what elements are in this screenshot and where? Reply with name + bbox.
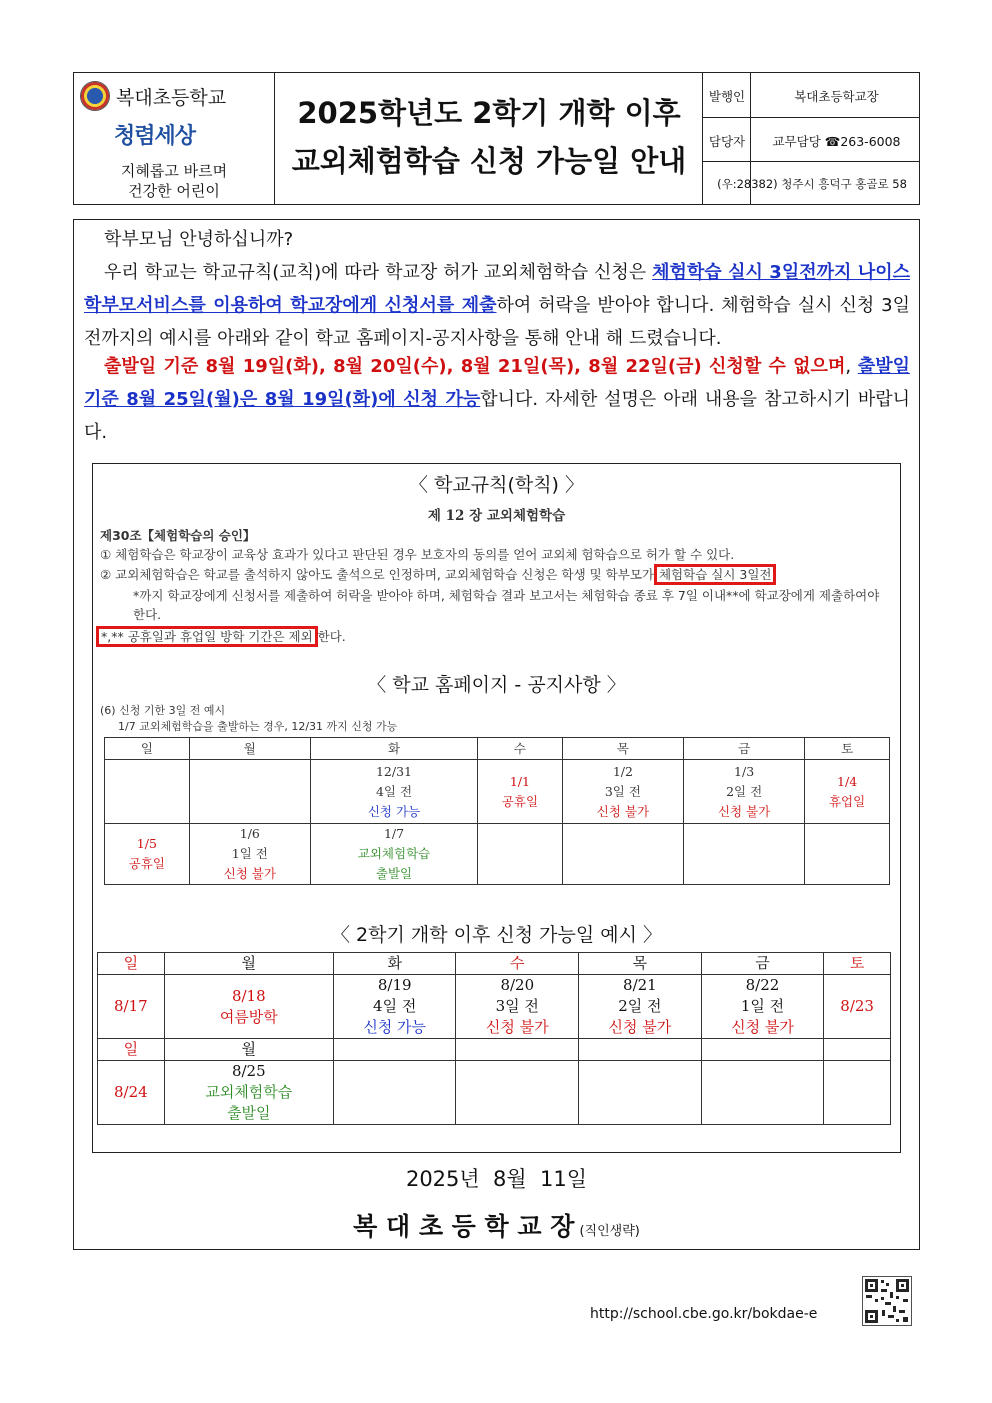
calendar-cell	[189, 824, 310, 885]
cell-8-22	[701, 975, 824, 1039]
cell-text: 1/7	[383, 826, 405, 841]
homepage-heading: 〈 학교 홈페이지 - 공지사항 〉	[367, 674, 626, 696]
calendar-cell	[562, 760, 683, 824]
empty-cell	[456, 1039, 579, 1061]
homepage-example-1: (6) 신청 기한 3일 전 예시	[100, 704, 226, 717]
rules-item-2-a: ② 교외체험학습은 학교를 출석하지 않아도 출석으로 인정하며, 교외체험학습 신청은 학생 및 학부모가	[100, 567, 654, 582]
calendar-cell	[310, 760, 477, 824]
cell-date: 8/19	[377, 976, 412, 994]
empty-cell	[824, 1039, 891, 1061]
contact-label: 담당자	[708, 134, 746, 149]
calendar-row	[105, 760, 890, 824]
contact-value: 교무담당 ☎263-6008	[772, 134, 901, 149]
cell-days: 4일 전	[373, 997, 417, 1015]
cell-8-18-date: 8/18	[231, 986, 266, 1005]
cell-text: 공휴일	[128, 856, 165, 871]
empty-cell	[333, 1039, 456, 1061]
cell-status-unavailable: 신청 불가	[608, 1018, 672, 1036]
calendar-cell	[805, 824, 890, 885]
empty-cell	[456, 1061, 579, 1125]
cell-text: 1/3	[734, 763, 755, 779]
cell-8-19	[333, 975, 456, 1039]
cell-text: 1/4	[837, 773, 858, 789]
header-box	[73, 72, 920, 205]
title-line-1: 2025학년도 2학기 개학 이후	[297, 96, 681, 130]
day-sun: 일	[98, 1039, 165, 1061]
rules-item-2	[100, 565, 890, 584]
calendar-cell	[684, 824, 805, 885]
day-header: 화	[310, 738, 477, 760]
day-header: 토	[805, 738, 890, 760]
day-header: 수	[456, 953, 579, 975]
seal-note: (직인생략)	[579, 1224, 640, 1239]
example-week-2	[98, 1061, 891, 1125]
day-header: 일	[98, 953, 165, 975]
cell-text: 2일 전	[726, 783, 763, 799]
empty-cell	[333, 1061, 456, 1125]
cell-text: 신청 불가	[596, 803, 650, 819]
rules-chapter: 제 12 장 교외체험학습	[427, 508, 566, 524]
greeting-text: 학부모님 안녕하십니까?	[104, 229, 294, 250]
cell-trip: 교외체험학습	[205, 1083, 293, 1101]
issuer-value: 복대초등학교장	[794, 89, 879, 104]
address: (우:28382) 청주시 흥덕구 홍골로 58	[717, 177, 907, 191]
p2-text-d: 합니다. 자세한 설명은 아래 내용을 참고하시기 바랍니다.	[84, 389, 910, 443]
qr-code-icon[interactable]	[862, 1276, 912, 1326]
example-week-1	[98, 975, 891, 1039]
cell-8-20	[456, 975, 579, 1039]
calendar-cell	[684, 760, 805, 824]
cell-date: 8/22	[745, 976, 780, 994]
empty-cell	[824, 1061, 891, 1125]
calendar-cell	[105, 760, 190, 824]
cell-departure: 출발일	[227, 1104, 271, 1122]
rules-item-1: ① 체험학습은 학교장이 교육상 효과가 있다고 판단된 경우 보호자의 동의를 얻어 교외체 험학습으로 허가 할 수 있다.	[100, 547, 735, 562]
calendar-cell	[478, 824, 563, 885]
school-url[interactable]: http://school.cbe.go.kr/bokdae-e	[590, 1306, 818, 1322]
cell-text: 신청 불가	[223, 866, 276, 881]
cell-status-unavailable: 신청 불가	[485, 1018, 549, 1036]
issuer-label: 발행인	[708, 89, 746, 104]
p1-highlight: 체험학습 실시 3일전까지 나이스학부모서비스를 이용하여 학교장에게 신청서를 제출	[84, 262, 910, 316]
cell-date: 8/25	[231, 1062, 266, 1080]
cell-status-available: 신청 가능	[363, 1018, 427, 1036]
cell-text: 교외체험학습	[357, 846, 431, 861]
integrity-logo-text: 청렴세상	[114, 123, 196, 149]
cell-text: 휴업일	[828, 793, 866, 809]
day-header: 월	[189, 738, 310, 760]
day-header: 토	[824, 953, 891, 975]
day-header: 화	[333, 953, 456, 975]
calendar-cell	[805, 760, 890, 824]
highlight-3day-box: 체험학습 실시 3일전	[654, 564, 777, 585]
motto-line-2: 건강한 어린이	[128, 182, 220, 200]
cell-text: 출발일	[375, 866, 413, 881]
signature	[73, 1207, 920, 1243]
day-header: 수	[478, 738, 563, 760]
cell-text: 신청 가능	[367, 803, 421, 819]
day-header: 금	[701, 953, 824, 975]
day-header: 일	[105, 738, 190, 760]
calendar-cell	[562, 824, 683, 885]
day-header: 금	[684, 738, 805, 760]
paragraph-2	[84, 350, 910, 449]
rules-note-end: 한다.	[317, 629, 346, 644]
day-header: 목	[579, 953, 702, 975]
homepage-example-2: 1/7 교외체험학습을 출발하는 경우, 12/31 까지 신청 가능	[118, 720, 398, 733]
school-motto	[74, 161, 274, 201]
calendar-cell	[105, 824, 190, 885]
motto-line-1: 지혜롭고 바르며	[120, 162, 228, 180]
p1-text-c: 하여 허락을 받아야 합니다. 체험학습 실시 신청 3일전까지의 예시를 아래와 같이 학교 홈페이지-공지사항을 통해 안내 해 드렸습니다.	[84, 295, 910, 349]
day-header: 목	[562, 738, 683, 760]
document-title	[274, 73, 704, 185]
cell-text: 3일 전	[604, 783, 641, 799]
cell-text: 1일 전	[231, 846, 268, 861]
greeting	[84, 223, 910, 256]
cell-8-21	[579, 975, 702, 1039]
cell-days: 2일 전	[618, 997, 662, 1015]
example-calendar	[97, 952, 891, 1125]
cell-status-unavailable: 신청 불가	[731, 1018, 794, 1036]
cell-8-23: 8/23	[824, 975, 891, 1039]
title-line-2: 교외체험학습 신청 가능일 안내	[291, 144, 687, 178]
cell-days: 1일 전	[740, 997, 785, 1015]
cell-days: 3일 전	[495, 997, 539, 1015]
empty-cell	[701, 1039, 824, 1061]
rules-note	[96, 627, 346, 646]
example-header-row-2	[98, 1039, 891, 1061]
p2-comma: ,	[845, 356, 852, 377]
issue-date: 2025년 8월 11일	[405, 1167, 588, 1191]
rules-heading: 〈 학교규칙(학칙) 〉	[408, 474, 585, 496]
cell-text: 1/1	[509, 773, 530, 789]
calendar-cell	[478, 760, 563, 824]
highlight-holiday-box: *,** 공휴일과 휴업일 방학 기간은 제외	[96, 626, 318, 647]
school-emblem-icon	[80, 81, 110, 111]
p2-red-text: 출발일 기준 8월 19일(화), 8월 20일(수), 8월 21일(목), 8월 22일(금) 신청할 수 없으며	[104, 356, 846, 377]
cell-8-18	[164, 975, 333, 1039]
cell-8-24: 8/24	[98, 1061, 165, 1125]
cell-text: 4일 전	[375, 783, 413, 799]
calendar-header-row	[105, 738, 890, 760]
cell-8-18-note: 여름방학	[219, 1007, 278, 1026]
day-header: 월	[164, 953, 333, 975]
school-name	[80, 81, 270, 111]
integrity-logo	[114, 119, 195, 150]
calendar-cell	[310, 824, 477, 885]
cell-text: 1/5	[136, 836, 157, 851]
day-mon: 월	[164, 1039, 333, 1061]
signer: 복 대 초 등 학 교 장	[353, 1212, 575, 1241]
rules-article: 제30조【체험학습의 승인】	[100, 528, 256, 543]
cell-text: 12/31	[375, 763, 413, 779]
rules-item-2-c: *까지 학교장에게 신청서를 제출하여 허락을 받아야 하며, 체험학습 결과 보고서는 체험학습 종료 후 7일 이내**에 학교장에게 제출하여야 한다.	[133, 588, 880, 622]
paragraph-1	[84, 256, 910, 355]
homepage-calendar	[104, 737, 890, 885]
empty-cell	[701, 1061, 824, 1125]
cell-text: 신청 불가	[717, 803, 771, 819]
cell-date: 8/20	[500, 976, 535, 994]
cell-text: 1/2	[612, 763, 633, 779]
empty-cell	[579, 1039, 702, 1061]
cell-8-17: 8/17	[98, 975, 165, 1039]
empty-cell	[579, 1061, 702, 1125]
calendar-row	[105, 824, 890, 885]
cell-8-25	[164, 1061, 333, 1125]
example-heading: 〈 2학기 개학 이후 신청 가능일 예시 〉	[331, 924, 662, 946]
example-header-row	[98, 953, 891, 975]
cell-date: 8/21	[623, 976, 657, 994]
cell-text: 공휴일	[501, 793, 539, 809]
p1-text-a: 우리 학교는 학교규칙(교칙)에 따라 학교장 허가 교외체험학습 신청은	[104, 262, 653, 283]
calendar-cell	[189, 760, 310, 824]
school-name-text: 복대초등학교	[116, 86, 227, 109]
p2-highlight: 출발일 기준 8월 25일(월)은 8월 19일(화)에 신청 가능	[84, 356, 910, 410]
cell-text: 1/6	[239, 826, 260, 841]
